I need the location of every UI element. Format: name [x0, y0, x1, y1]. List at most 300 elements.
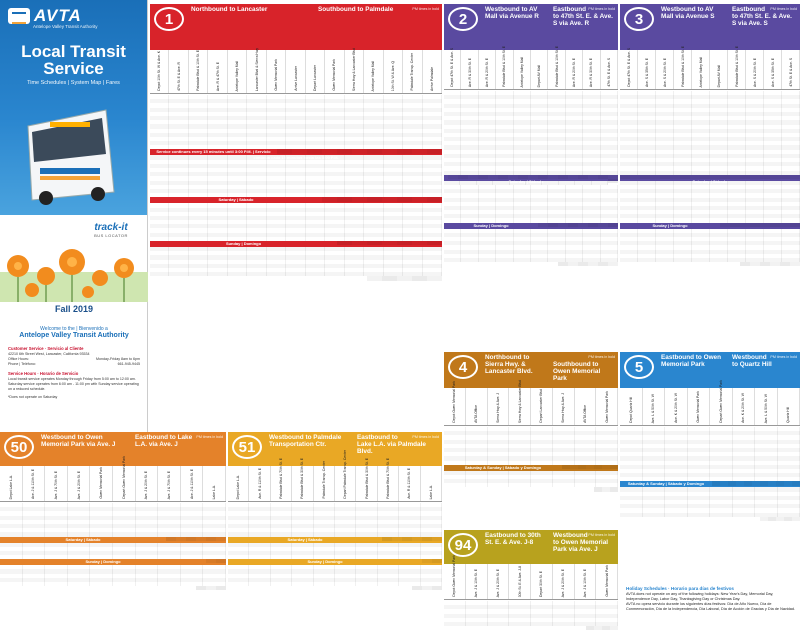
table-row: [382, 197, 397, 201]
stop-column-header: [208, 50, 227, 93]
stop-column-header: [509, 379, 531, 425]
stop-column-header: [575, 388, 597, 425]
phone-label: Phone | Teléfono:: [8, 362, 36, 366]
time-cell: [208, 272, 227, 276]
time-cell: [769, 223, 770, 227]
stop-name: Owen Memorial Park: [696, 391, 701, 423]
table-row: [760, 481, 768, 485]
table-row: [367, 197, 382, 201]
table-row: [578, 223, 588, 227]
time-cell: [531, 622, 553, 626]
schedule-divider: Saturday & Sunday | Sábado y Domingo: [620, 481, 800, 487]
table-row: [792, 481, 800, 485]
time-cell: [759, 481, 760, 485]
table-row: [720, 223, 730, 227]
time-cell: [531, 258, 548, 262]
stop-name: 30th St. E & Ave. J-8: [517, 565, 522, 597]
table-row: [427, 276, 442, 280]
time-cell: [767, 481, 768, 485]
time-cell: [607, 262, 608, 266]
pm-note: PM times in bold: [412, 7, 439, 11]
table-row: [412, 276, 427, 280]
table-row: [760, 262, 770, 266]
table-row: [790, 262, 800, 266]
time-cell: [441, 276, 442, 280]
stop-name: Depart Lancaster: [312, 64, 317, 91]
stop-column-header: [158, 466, 181, 501]
time-cell: [314, 582, 335, 586]
table-row: [412, 149, 427, 153]
time-cell: [23, 582, 46, 586]
stop-column-header: [181, 466, 204, 501]
time-cell: [547, 175, 548, 179]
table-row: [630, 175, 640, 179]
stop-column-header: [203, 466, 226, 501]
time-cell: [643, 513, 666, 517]
stop-name: Depot Owen Memorial Park: [452, 381, 457, 423]
stop-column-header: [249, 466, 270, 501]
time-cell: [444, 483, 466, 487]
stop-column-header: [0, 466, 23, 501]
table-row: [740, 262, 750, 266]
stop-column-header: [314, 461, 335, 501]
schedule-divider: Sunday | Domingo: [228, 559, 442, 565]
table-row: [337, 241, 352, 245]
route-4-southbound-title: PM times in bold Southbound to Owen Memorial Park: [553, 355, 615, 382]
route-51-badge: 51: [232, 435, 262, 459]
time-cell: [531, 483, 553, 487]
route-5-badge: 5: [624, 355, 654, 379]
table-row: [588, 175, 598, 179]
stop-column-header: [764, 50, 782, 89]
route-2-header: [444, 4, 618, 50]
table-row: [588, 262, 598, 266]
table-row: [422, 537, 432, 541]
table-row: [700, 175, 710, 179]
bus-illustration-icon: [10, 96, 138, 206]
table-row: [620, 175, 630, 179]
stop-column-header: [601, 50, 618, 89]
table-row: [720, 175, 730, 179]
schedule-divider: Saturday | Sábado: [150, 197, 442, 203]
time-cell: [444, 218, 461, 222]
time-cell: [487, 175, 488, 179]
stop-column-header: [548, 46, 565, 89]
time-cell: [366, 149, 367, 153]
time-cell: [577, 262, 578, 266]
stop-name: 47th St. E & Ave. S: [606, 58, 611, 87]
table-row: [397, 197, 412, 201]
time-cell: [189, 272, 208, 276]
time-cell: [585, 465, 586, 469]
stop-column-header: [643, 388, 666, 425]
time-cell: [205, 586, 206, 590]
table-row: [568, 175, 578, 179]
table-row: [548, 175, 558, 179]
table-row: [166, 537, 176, 541]
stop-name: 47th St. E & Ave. S: [788, 58, 793, 87]
time-cell: [617, 179, 618, 183]
table-row: [427, 149, 442, 153]
time-cell: [601, 465, 602, 469]
table-row: [608, 262, 618, 266]
time-cell: [607, 223, 608, 227]
time-cell: [345, 272, 364, 276]
time-cell: [45, 532, 68, 536]
table-row: [367, 241, 382, 245]
time-cell: [411, 276, 412, 280]
route-1-panel: [150, 4, 442, 430]
time-cell: [421, 586, 422, 590]
time-cell: [431, 537, 432, 541]
time-cell: [336, 197, 337, 201]
table-row: [730, 223, 740, 227]
welcome-line1: Welcome to the | Bienvenido a: [40, 326, 108, 332]
stop-name: Depart Owen Memorial Park: [718, 380, 723, 423]
stop-column-header: [466, 564, 488, 599]
table-row: [776, 517, 784, 521]
route-2-badge: 2: [448, 7, 478, 31]
schedule-divider: Saturday | Sábado: [0, 537, 226, 543]
table-row: [770, 262, 780, 266]
table-row: [422, 559, 432, 563]
table-row: [216, 559, 226, 563]
stop-column-header: [656, 50, 674, 89]
table-row: [744, 481, 752, 485]
time-cell: [692, 218, 710, 222]
stop-column-header: [531, 50, 548, 89]
time-cell: [779, 175, 780, 179]
time-cell: [181, 555, 204, 559]
time-cell: [629, 175, 630, 179]
table-row: [602, 626, 610, 630]
stop-name: Ave. J & 10th St. E: [582, 568, 587, 597]
time-cell: [739, 223, 740, 227]
stop-name: Ave. R & 110th St. E: [257, 468, 262, 499]
stop-name: Ave. S & 35th St. E: [770, 58, 775, 87]
table-row: [206, 537, 216, 541]
timetable-body: [444, 91, 618, 350]
time-cell: [351, 241, 352, 245]
time-cell: [286, 237, 305, 241]
stop-name: Ave. S & 20th St. E: [752, 58, 757, 87]
time-cell: [366, 197, 367, 201]
stop-column-header: [553, 388, 575, 425]
table-row: [558, 223, 568, 227]
time-cell: [509, 622, 531, 626]
table-row: [780, 223, 790, 227]
route-51-header: [228, 432, 442, 466]
time-cell: [567, 262, 568, 266]
time-cell: [426, 149, 427, 153]
time-cell: [90, 582, 113, 586]
route-50-eastbound-title: PM times in bold Eastbound to Lake L.A. via Ave. J: [135, 434, 223, 448]
time-cell: [426, 241, 427, 245]
table-row: [427, 197, 442, 201]
stop-name: Depart Palmdale Transp. Center: [343, 450, 348, 499]
stop-column-header: [335, 450, 356, 501]
time-cell: [466, 622, 488, 626]
stop-name: Depot Quartz Hill: [628, 397, 633, 423]
stop-name: 47th St. E & Ave. R: [176, 62, 181, 91]
time-cell: [609, 487, 610, 491]
time-cell: [617, 223, 618, 227]
table-row: [710, 175, 720, 179]
table-row: [568, 223, 578, 227]
timetable-body: [228, 503, 442, 640]
time-cell: [497, 175, 498, 179]
table-row: [322, 149, 337, 153]
table-row: [412, 241, 427, 245]
stop-name: Owen Memorial Park: [604, 391, 609, 423]
stop-name: Owen Memorial Park: [99, 467, 104, 499]
stop-name: Depart Lancaster Blvd: [539, 389, 544, 423]
schedule-divider: Service continues every 15 minutes until 3:00 P.M. | Servicio continúa cada 15 minutos hasta las 3:00 P.M.: [150, 149, 442, 155]
time-cell: [292, 582, 313, 586]
time-cell: [267, 237, 286, 241]
time-cell: [710, 258, 728, 262]
time-cell: [743, 481, 744, 485]
time-cell: [783, 517, 784, 521]
trackit-title: track-it: [94, 222, 128, 233]
schedule-divider: Sunday | Domingo: [620, 223, 800, 229]
table-row: [382, 537, 392, 541]
table-row: [578, 465, 586, 469]
table-row: [586, 626, 594, 630]
time-cell: [378, 582, 399, 586]
time-cell: [441, 197, 442, 201]
time-cell: [444, 461, 466, 465]
route-1-northbound-title: Northbound to Lancaster: [191, 6, 268, 13]
cover-title-line2: Service: [43, 59, 104, 78]
time-cell: [396, 197, 397, 201]
table-row: [508, 175, 518, 179]
stop-name: Depart AV Mall: [716, 64, 721, 87]
phone-value[interactable]: 661-945-9445: [117, 362, 140, 366]
schedule-divider: Saturday | Sábado: [444, 175, 618, 181]
stop-column-header: [444, 50, 461, 89]
table-row: [736, 481, 744, 485]
table-row: [608, 223, 618, 227]
stop-name: Ave. R & 30th St. E: [589, 57, 594, 87]
route-4-northbound-title: Northbound to Sierra Hwy. & Lancaster Blvd.: [485, 354, 533, 375]
cover-title-line1: Local Transit: [21, 42, 126, 61]
stop-name: Palmdale Blvd & 70th St. E: [386, 458, 391, 499]
timetable-body: [150, 95, 442, 430]
holiday-text-es: AVTA no opera servicio durante los siguientes días festivos: Día de Año Nuevo, Día de Conmemoración, Día de la Independencia, Día Laboral, Día de Acción de Gracias y Día de Navidad.: [626, 602, 796, 611]
table-row: [397, 241, 412, 245]
table-row: [712, 481, 720, 485]
table-row: [307, 149, 322, 153]
time-cell: [399, 555, 420, 559]
table-row: [790, 223, 800, 227]
route-51-panel: [228, 432, 442, 640]
time-cell: [597, 262, 598, 266]
stop-column-header: [68, 466, 91, 501]
stop-column-header: [399, 466, 420, 501]
time-cell: [411, 241, 412, 245]
stop-column-header: [710, 50, 728, 89]
time-cell: [271, 555, 292, 559]
stop-column-header: [755, 388, 778, 425]
table-row: [448, 175, 458, 179]
time-cell: [444, 622, 466, 626]
table-row: [780, 175, 790, 179]
stop-column-header: [403, 50, 422, 93]
table-row: [382, 149, 397, 153]
stop-name: Palmdale Blvd & 10th St. E: [734, 46, 739, 87]
time-cell: [431, 559, 432, 563]
table-row: [588, 223, 598, 227]
time-cell: [649, 175, 650, 179]
table-row: [528, 175, 538, 179]
holiday-text: AVTA does not operate on any of the following holidays: New Year's Day, Memorial Day, Independence Day, Labor Day, Thanksgiving Day or Christmas Day.: [626, 592, 774, 601]
stop-column-header: [444, 381, 466, 425]
time-cell: [617, 465, 618, 469]
time-cell: [514, 218, 531, 222]
table-row: [397, 276, 412, 280]
poppy-flowers-icon: [0, 232, 148, 302]
timetable-body: [620, 91, 800, 350]
time-cell: [461, 218, 478, 222]
table-row: [427, 241, 442, 245]
time-cell: [751, 481, 752, 485]
time-cell: [665, 513, 688, 517]
table-row: [468, 175, 478, 179]
stop-column-header: [782, 50, 800, 89]
stop-name: Ave. J & 20th St. E: [495, 568, 500, 597]
table-row: [598, 223, 608, 227]
time-cell: [537, 175, 538, 179]
time-cell: [514, 258, 531, 262]
time-cell: [225, 586, 226, 590]
table-row: [784, 517, 792, 521]
time-cell: [749, 262, 750, 266]
time-cell: [679, 175, 680, 179]
time-cell: [638, 258, 656, 262]
table-row: [608, 179, 618, 183]
table-row: [784, 481, 792, 485]
stop-name: Sierra Hwy & Lancaster Blvd: [351, 47, 356, 91]
table-row: [367, 276, 382, 280]
stop-column-header: [728, 46, 746, 89]
time-cell: [441, 241, 442, 245]
time-cell: [477, 175, 478, 179]
timetable-body: [444, 427, 618, 528]
route-2-eastbound-title: PM times in bold Eastbound to 47th St. E. & Ave. S via Ave. R: [553, 6, 615, 27]
time-cell: [378, 555, 399, 559]
time-cell: [567, 223, 568, 227]
stop-name: Antelope Valley Mall: [698, 56, 703, 87]
table-row: [322, 197, 337, 201]
time-cell: [674, 258, 692, 262]
stop-column-header: [778, 388, 800, 425]
time-cell: [669, 175, 670, 179]
time-cell: [620, 258, 638, 262]
stop-name: Ave. K & 20th St. W: [741, 393, 746, 423]
table-row: [397, 149, 412, 153]
time-cell: [411, 197, 412, 201]
table-row: [432, 559, 442, 563]
holiday-notice: [622, 584, 800, 640]
time-cell: [366, 241, 367, 245]
stop-column-header: [325, 50, 344, 93]
timetable-body: [444, 601, 618, 640]
stop-header-row: [620, 46, 800, 90]
schedule-divider: Sunday | Domingo: [150, 241, 442, 247]
time-cell: [286, 193, 305, 197]
table-row: [770, 223, 780, 227]
time-cell: [759, 262, 760, 266]
time-cell: [391, 537, 392, 541]
stop-name: Depart AV Mall: [537, 64, 542, 87]
time-cell: [158, 582, 181, 586]
table-row: [594, 465, 602, 469]
service-hours-title: Service Hours · Horario de Servicio: [8, 371, 79, 376]
time-cell: [769, 175, 770, 179]
time-cell: [271, 532, 292, 536]
stop-column-header: [23, 466, 46, 501]
timetable-body: [0, 503, 226, 640]
table-row: [186, 537, 196, 541]
time-cell: [68, 582, 91, 586]
table-row: [586, 465, 594, 469]
table-row: [730, 175, 740, 179]
time-cell: [228, 555, 249, 559]
stop-name: Antelope Valley Mall: [519, 56, 524, 87]
table-row: [792, 517, 800, 521]
time-cell: [205, 537, 206, 541]
time-cell: [479, 258, 496, 262]
time-cell: [767, 517, 768, 521]
table-row: [196, 537, 206, 541]
time-cell: [577, 465, 578, 469]
stop-column-header: [575, 564, 597, 599]
time-cell: [314, 532, 335, 536]
route-50-panel: [0, 432, 226, 640]
stop-name: Palmdale Blvd & 10th St. E: [554, 46, 559, 87]
time-cell: [719, 175, 720, 179]
time-cell: [411, 149, 412, 153]
route-94-header: [444, 530, 618, 564]
time-cell: [381, 197, 382, 201]
time-cell: [553, 483, 575, 487]
stop-column-header: [665, 388, 688, 425]
time-cell: [601, 487, 602, 491]
route-4-header: [444, 352, 618, 388]
time-cell: [321, 149, 322, 153]
stop-column-header: [306, 50, 325, 93]
time-cell: [306, 149, 307, 153]
time-cell: [620, 218, 638, 222]
stop-name: Antelope Valley Mall: [235, 60, 240, 91]
time-cell: [656, 258, 674, 262]
time-cell: [789, 175, 790, 179]
time-cell: [759, 175, 760, 179]
stop-name: Depart Owen Memorial Park: [121, 456, 126, 499]
time-cell: [617, 262, 618, 266]
route-2-westbound-title: Westbound to AV Mall via Avenue R: [485, 6, 539, 20]
table-row: [640, 175, 650, 179]
service-hours-text: Local transit service operates Monday through Friday from 5:00 am to 12:00 am. Saturday service operates from 6:00 am - 11:00 pm with Sunday service operating on a reduced schedule.: [8, 377, 139, 391]
stop-column-header: [286, 50, 305, 93]
table-row: [458, 175, 468, 179]
time-cell: [208, 237, 227, 241]
route-1-southbound-title: PM times in bold Southbound to Palmdale: [318, 6, 439, 13]
welcome-line2: Antelope Valley Transit Authority: [19, 332, 129, 339]
time-cell: [467, 175, 468, 179]
stop-column-header: [531, 564, 553, 599]
